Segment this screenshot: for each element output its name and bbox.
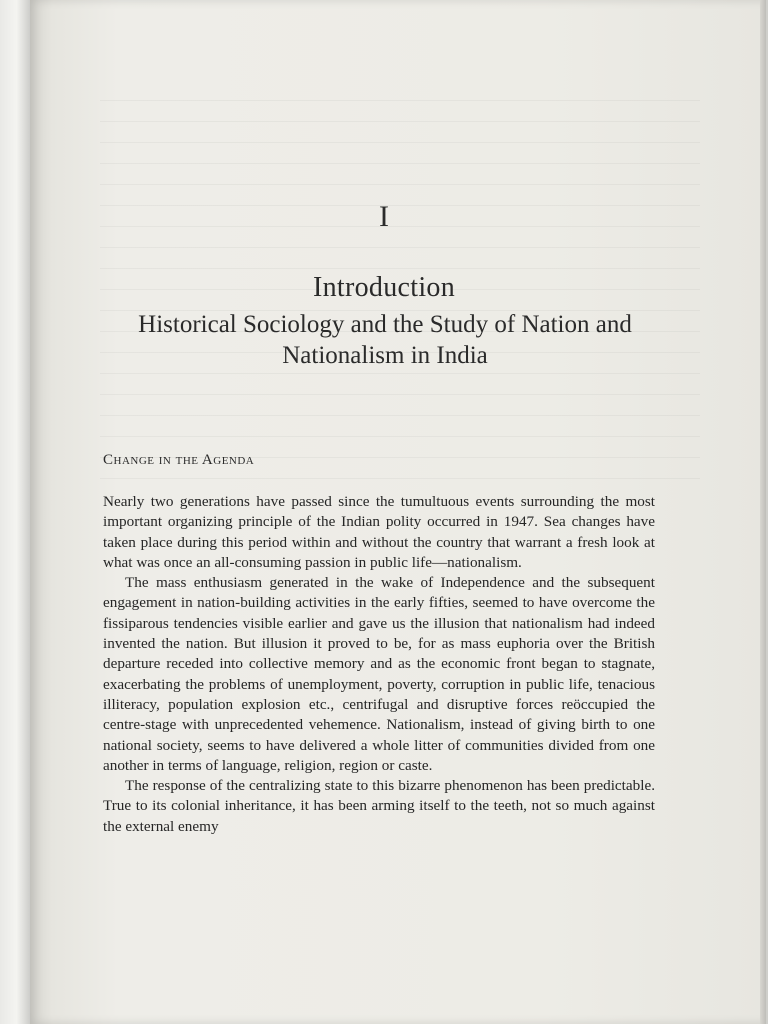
book-binding	[0, 0, 30, 1024]
paragraph: The response of the centralizing state to this bizarre phenomenon has been predictable. True to its colonial inheritance, it has been arming itself to the teeth, not so much against the external enemy	[103, 777, 655, 835]
chapter-subtitle: Historical Sociology and the Study of Nation and Nationalism in India	[138, 311, 632, 369]
body-text	[103, 492, 655, 837]
paragraph: The mass enthusiasm generated in the wake of Independence and the subsequent engagement in nation-building activities in the early fifties, seemed to have overcome the fissiparous tendencies visible earlier and gave us the illusion that nationalism had indeed invented the nation. But illusion it proved to be, for as mass euphoria over the British departure receded into collective memory and as the economic front began to stagnate, exacerbating the problems of unemployment, poverty, corruption in public life, tenacious illiteracy, population explosion etc., centrifugal and disruptive forces reöccupied the centre-stage with unprecedented vehemence. Nationalism, instead of giving birth to one national society, seems to have delivered a whole litter of communities divided from one another in terms of language, religion, region or caste.	[103, 574, 655, 774]
paragraph: Nearly two generations have passed since the tumultuous events surrounding the most important organizing principle of the Indian polity occurred in 1947. Sea changes have taken place during this period within and without the country that warrant a fresh look at what was once an all-consuming passion in public life—nationalism.	[103, 493, 655, 571]
section-heading: Change in the Agenda	[103, 452, 255, 468]
chapter-number: I	[379, 200, 389, 233]
page-edge	[760, 0, 766, 1024]
chapter-title: Introduction	[312, 272, 455, 303]
